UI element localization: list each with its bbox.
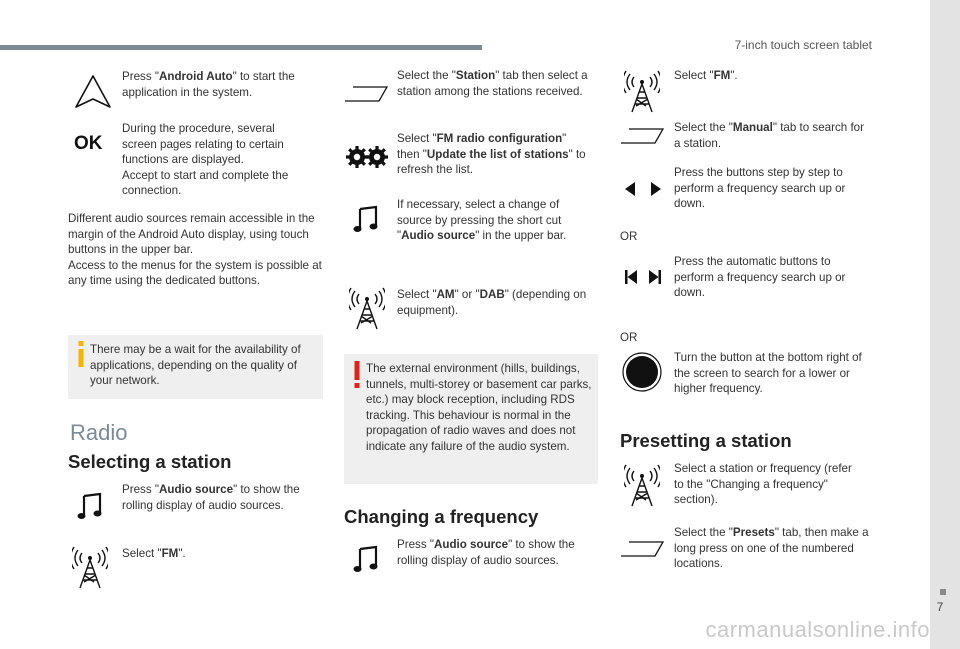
select-fm-text: Select "FM". [122,547,186,560]
side-strip [930,0,960,649]
knob-icon [622,352,662,392]
settings-gears-icon [346,143,388,171]
or-label-1: OR [620,230,638,243]
page-header: 7-inch touch screen tablet [734,38,872,52]
warning-note-box [344,354,598,484]
select-fm-text-2: Select "FM". [674,69,738,82]
audio-sources-paragraph: Different audio sources remain accessible in the margin of the Android Auto display, using touch buttons in the upper bar. Access to the menus for the system is possible at any time using the dedicated buttons. [68,212,322,287]
tab-icon [620,541,664,557]
manual-tab-text: Select the "Manual" tab to search for a station. [674,121,864,150]
antenna-icon [624,463,660,507]
or-label-2: OR [620,331,638,344]
preset-select-text: Select a station or frequency (refer to the "Changing a frequency" section). [674,462,852,506]
info-note-text: There may be a wait for the availability of applications, depending on the quality of your network. [90,343,301,387]
section-title-presetting-station: Presetting a station [620,430,792,451]
fm-config-text: Select "FM radio configuration" then "Update the list of stations" to refresh the list. [397,132,586,176]
audio-source-text-2: Press "Audio source" to show the rolling display of audio sources. [397,538,575,567]
change-source-text: If necessary, select a change of source by pressing the short cut "Audio source" in the upper bar. [397,198,567,242]
page-marker [940,589,946,595]
android-auto-text: Press "Android Auto" to start the application in the system. [122,70,295,99]
station-tab-text: Select the "Station" tab then select a station among the stations received. [397,69,588,98]
music-note-icon [352,545,382,575]
section-title-radio: Radio [70,420,128,445]
antenna-icon [72,545,108,589]
music-note-icon [352,205,382,235]
info-icon [77,341,85,367]
audio-source-text: Press "Audio source" to show the rolling display of audio sources. [122,483,300,512]
skip-arrows-icon [625,270,661,284]
warning-note-text: The external environment (hills, buildings, tunnels, multi-storey or basement car parks, etc.) may block reception, including RDS tracking. This behaviour is normal in the propagation of radio waves and does not indicate any failure of the audio system. [366,362,592,453]
page-number: 7 [936,600,944,614]
ok-icon: OK [74,133,103,154]
tab-icon [620,128,664,144]
section-title-changing-frequency: Changing a frequency [344,506,539,527]
top-rule [0,45,482,50]
warning-icon [353,361,361,389]
step-arrows-icon [625,182,661,196]
music-note-icon [76,492,106,522]
watermark: carmanualsonline.info [705,617,930,642]
antenna-icon [624,69,660,113]
auto-search-text: Press the automatic buttons to perform a frequency search up or down. [674,255,846,299]
am-dab-text: Select "AM" or "DAB" (depending on equipment). [397,288,587,317]
section-title-selecting-station: Selecting a station [68,451,232,472]
step-search-text: Press the buttons step by step to perform a frequency search up or down. [674,166,846,210]
presets-tab-text: Select the "Presets" tab, then make a long press on one of the numbered locations. [674,526,869,570]
info-note-box [68,335,323,399]
android-auto-icon [74,74,112,110]
antenna-icon [349,286,385,330]
ok-description: During the procedure, several screen pages relating to certain functions are displayed. Accept to start and complete the connection. [122,122,289,197]
tab-icon [344,86,388,102]
knob-text: Turn the button at the bottom right of the screen to search for a lower or higher frequency. [674,351,862,395]
